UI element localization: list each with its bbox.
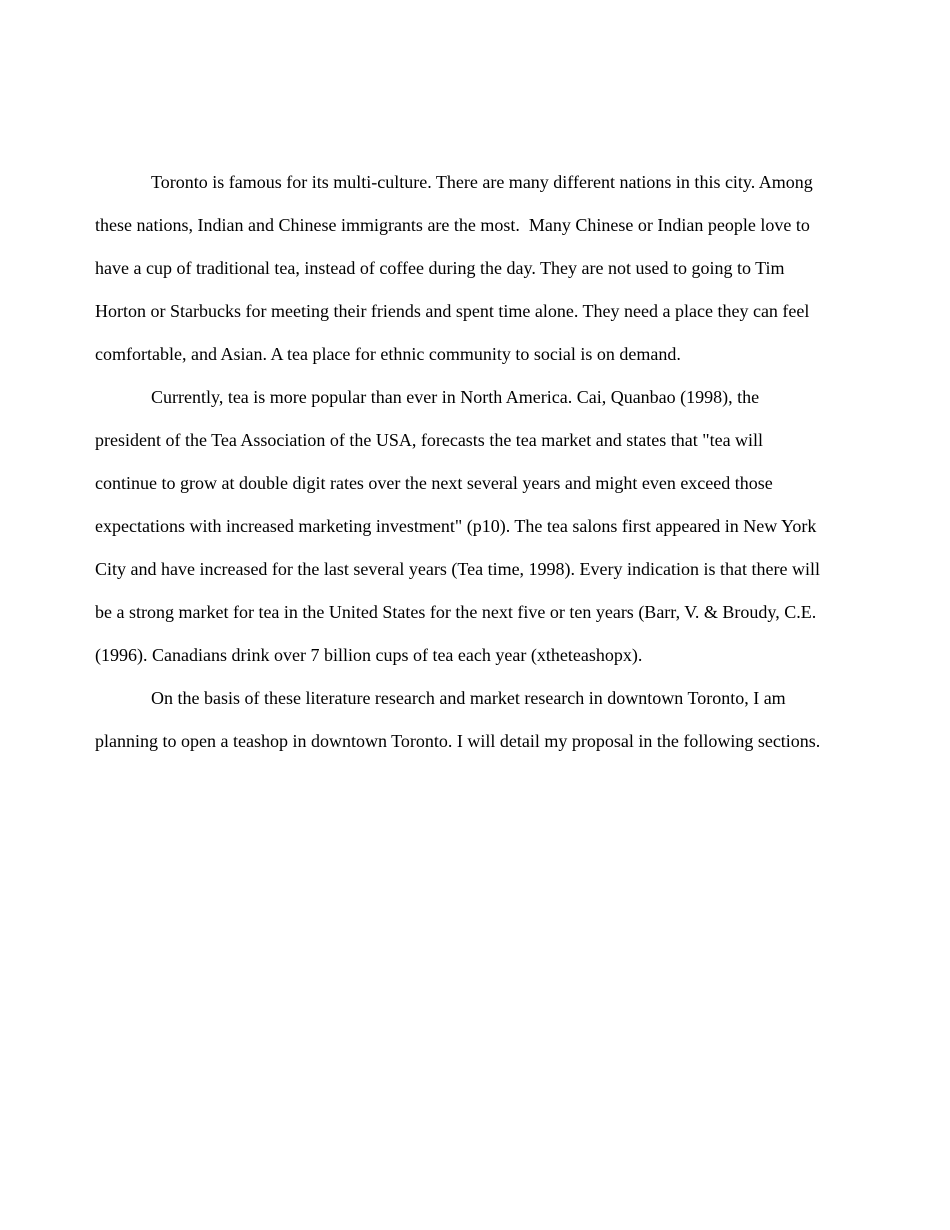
paragraph-line: Horton or Starbucks for meeting their friends and spent time alone. They need a place they can feel [95,301,810,321]
paragraph-line: On the basis of these literature research and market research in downtown Toronto, I am [151,688,786,708]
paragraph-line: continue to grow at double digit rates over the next several years and might even exceed those [95,473,773,493]
paragraph-intro [95,161,855,376]
paragraph-line: Toronto is famous for its multi-culture. There are many different nations in this city. Among [151,172,813,192]
paragraph-line: expectations with increased marketing investment" (p10). The tea salons first appeared in New York [95,516,817,536]
document-body [95,161,855,763]
paragraph-line: City and have increased for the last several years (Tea time, 1998). Every indication is that there will [95,559,820,579]
paragraph-line: be a strong market for tea in the United States for the next five or ten years (Barr, V. & Broudy, C.E. [95,602,817,622]
paragraph-proposal [95,677,855,763]
paragraph-line: these nations, Indian and Chinese immigrants are the most. Many Chinese or Indian people love to [95,215,810,235]
paragraph-market [95,376,855,677]
paragraph-line: (1996). Canadians drink over 7 billion cups of tea each year (xtheteashopx). [95,645,643,665]
paragraph-line: president of the Tea Association of the USA, forecasts the tea market and states that "tea will [95,430,764,450]
paragraph-line: planning to open a teashop in downtown Toronto. I will detail my proposal in the following sections. [95,731,821,751]
paragraph-line: have a cup of traditional tea, instead of coffee during the day. They are not used to going to Tim [95,258,785,278]
paragraph-line: Currently, tea is more popular than ever in North America. Cai, Quanbao (1998), the [151,387,760,407]
paragraph-line: comfortable, and Asian. A tea place for ethnic community to social is on demand. [95,344,681,364]
